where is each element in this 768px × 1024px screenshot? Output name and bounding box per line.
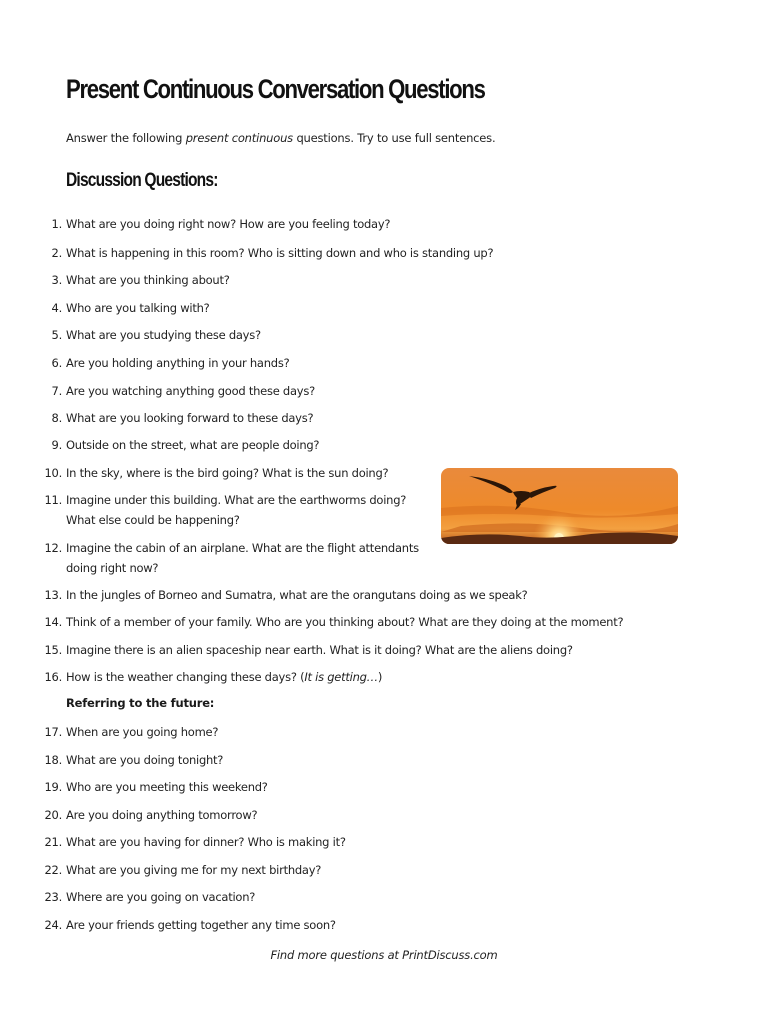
question-text: What are you thinking about? <box>66 273 230 287</box>
question-number: 6. <box>51 356 62 370</box>
sunset-bird-photo <box>441 468 678 544</box>
question-number: 8. <box>51 411 62 425</box>
question-number: 3. <box>51 273 62 287</box>
intro-emphasis: present continuous <box>185 131 293 145</box>
question-text: What are you studying these days? <box>66 328 261 342</box>
question-text: Are your friends getting together any time soon? <box>66 918 336 932</box>
question-text: Are you watching anything good these days? <box>66 384 315 398</box>
intro-text-end: questions. Try to use full sentences. <box>292 131 496 145</box>
question-text: Imagine the cabin of an airplane. What are the flight attendants doing right now? <box>66 541 419 575</box>
question-emphasis: It is getting… <box>304 670 378 684</box>
question-text: Imagine there is an alien spaceship near earth. What is it doing? What are the aliens doing? <box>66 643 573 657</box>
intro-text-start: Answer the following <box>66 131 186 145</box>
question-text: Are you doing anything tomorrow? <box>66 808 258 822</box>
question-text-start: How is the weather changing these days? ( <box>66 670 305 684</box>
question-text: In the sky, where is the bird going? What is the sun doing? <box>66 466 389 480</box>
question-text: Imagine under this building. What are the earthworms doing? What else could be happening? <box>66 493 407 527</box>
page-title: Present Continuous Conversation Questions <box>66 74 485 104</box>
question-number: 20. <box>44 808 62 822</box>
question-text-end: ) <box>377 670 383 684</box>
future-heading: Referring to the future: <box>66 696 215 710</box>
question-number: 12. <box>44 541 62 555</box>
question-number: 4. <box>51 301 62 315</box>
question-text: What are you doing right now? How are you feeling today? <box>66 217 391 231</box>
question-number: 17. <box>44 725 62 739</box>
question-text: What are you giving me for my next birthday? <box>66 863 322 877</box>
question-number: 1. <box>51 217 62 231</box>
question-number: 5. <box>51 328 62 342</box>
question-number: 23. <box>44 890 62 904</box>
question-text <box>66 667 626 687</box>
question-number: 13. <box>44 588 62 602</box>
footer-text: Find more questions at PrintDiscuss.com <box>270 948 498 962</box>
question-number: 21. <box>44 835 62 849</box>
question-text: What are you doing tonight? <box>66 753 224 767</box>
question-number: 14. <box>44 615 62 629</box>
question-number: 19. <box>44 780 62 794</box>
question-text: Outside on the street, what are people doing? <box>66 438 320 452</box>
question-number: 10. <box>44 466 62 480</box>
sunset-bird-image <box>441 468 678 544</box>
question-number: 11. <box>44 493 62 507</box>
question-text: Are you holding anything in your hands? <box>66 356 290 370</box>
question-text: What are you having for dinner? Who is making it? <box>66 835 346 849</box>
question-text: Think of a member of your family. Who are you thinking about? What are they doing at the moment? <box>66 615 624 629</box>
question-text: Who are you talking with? <box>66 301 210 315</box>
question-number: 16. <box>44 670 62 684</box>
question-text: When are you going home? <box>66 725 219 739</box>
question-number: 24. <box>44 918 62 932</box>
question-text: Who are you meeting this weekend? <box>66 780 268 794</box>
question-number: 18. <box>44 753 62 767</box>
question-number: 2. <box>51 246 62 260</box>
question-text: What is happening in this room? Who is sitting down and who is standing up? <box>66 246 494 260</box>
question-text: Where are you going on vacation? <box>66 890 256 904</box>
question-text: In the jungles of Borneo and Sumatra, what are the orangutans doing as we speak? <box>66 588 528 602</box>
question-number: 22. <box>44 863 62 877</box>
question-text: What are you looking forward to these days? <box>66 411 314 425</box>
question-number: 7. <box>51 384 62 398</box>
intro-text <box>66 131 495 145</box>
question-number: 9. <box>51 438 62 452</box>
question-number: 15. <box>44 643 62 657</box>
discussion-heading: Discussion Questions: <box>66 170 218 191</box>
